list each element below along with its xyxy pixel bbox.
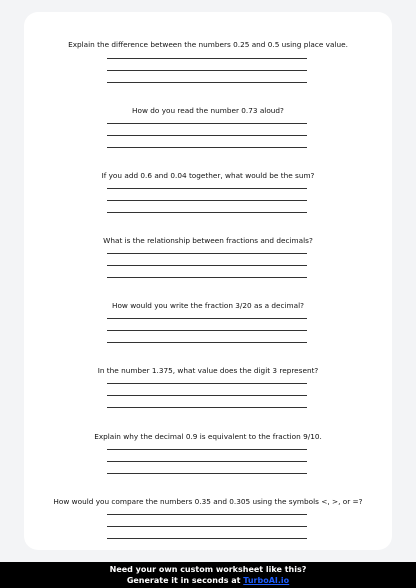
answer-lines-2 [107,123,307,159]
worksheet-page [24,12,392,550]
answer-line [107,538,307,539]
answer-line [107,212,307,213]
promo-line-2 [127,576,289,585]
answer-line [107,473,307,474]
answer-line [107,383,307,384]
question-2: How do you read the number 0.73 aloud? [132,106,284,115]
answer-line [107,318,307,319]
answer-line [107,461,307,462]
answer-lines-3 [107,188,307,224]
turboai-link[interactable]: TurboAI.io [243,576,290,585]
answer-line [107,395,307,396]
promo-line-1: Need your own custom worksheet like this? [109,565,307,574]
answer-line [107,514,307,515]
answer-lines-8 [107,514,307,550]
answer-line [107,407,307,408]
answer-line [107,188,307,189]
question-8: How would you compare the numbers 0.35 and 0.305 using the symbols <, >, or =? [53,497,363,506]
question-3: If you add 0.6 and 0.04 together, what would be the sum? [101,171,315,180]
answer-line [107,253,307,254]
question-6: In the number 1.375, what value does the digit 3 represent? [97,366,319,375]
answer-lines-7 [107,449,307,485]
answer-line [107,449,307,450]
question-4: What is the relationship between fractions and decimals? [103,236,313,245]
question-1: Explain the difference between the numbers 0.25 and 0.5 using place value. [68,40,348,49]
question-7: Explain why the decimal 0.9 is equivalent to the fraction 9/10. [94,432,322,441]
answer-line [107,135,307,136]
answer-lines-5 [107,318,307,354]
answer-line [107,70,307,71]
question-5: How would you write the fraction 3/20 as a decimal? [111,301,305,310]
answer-line [107,526,307,527]
answer-line [107,330,307,331]
answer-lines-1 [107,58,307,94]
answer-lines-6 [107,383,307,419]
promo-footer [0,562,416,588]
answer-line [107,82,307,83]
answer-line [107,277,307,278]
answer-line [107,265,307,266]
answer-line [107,147,307,148]
answer-line [107,342,307,343]
answer-lines-4 [107,253,307,289]
answer-line [107,123,307,124]
answer-line [107,200,307,201]
answer-line [107,58,307,59]
promo-line-2-text: Generate it in seconds at [126,576,244,585]
